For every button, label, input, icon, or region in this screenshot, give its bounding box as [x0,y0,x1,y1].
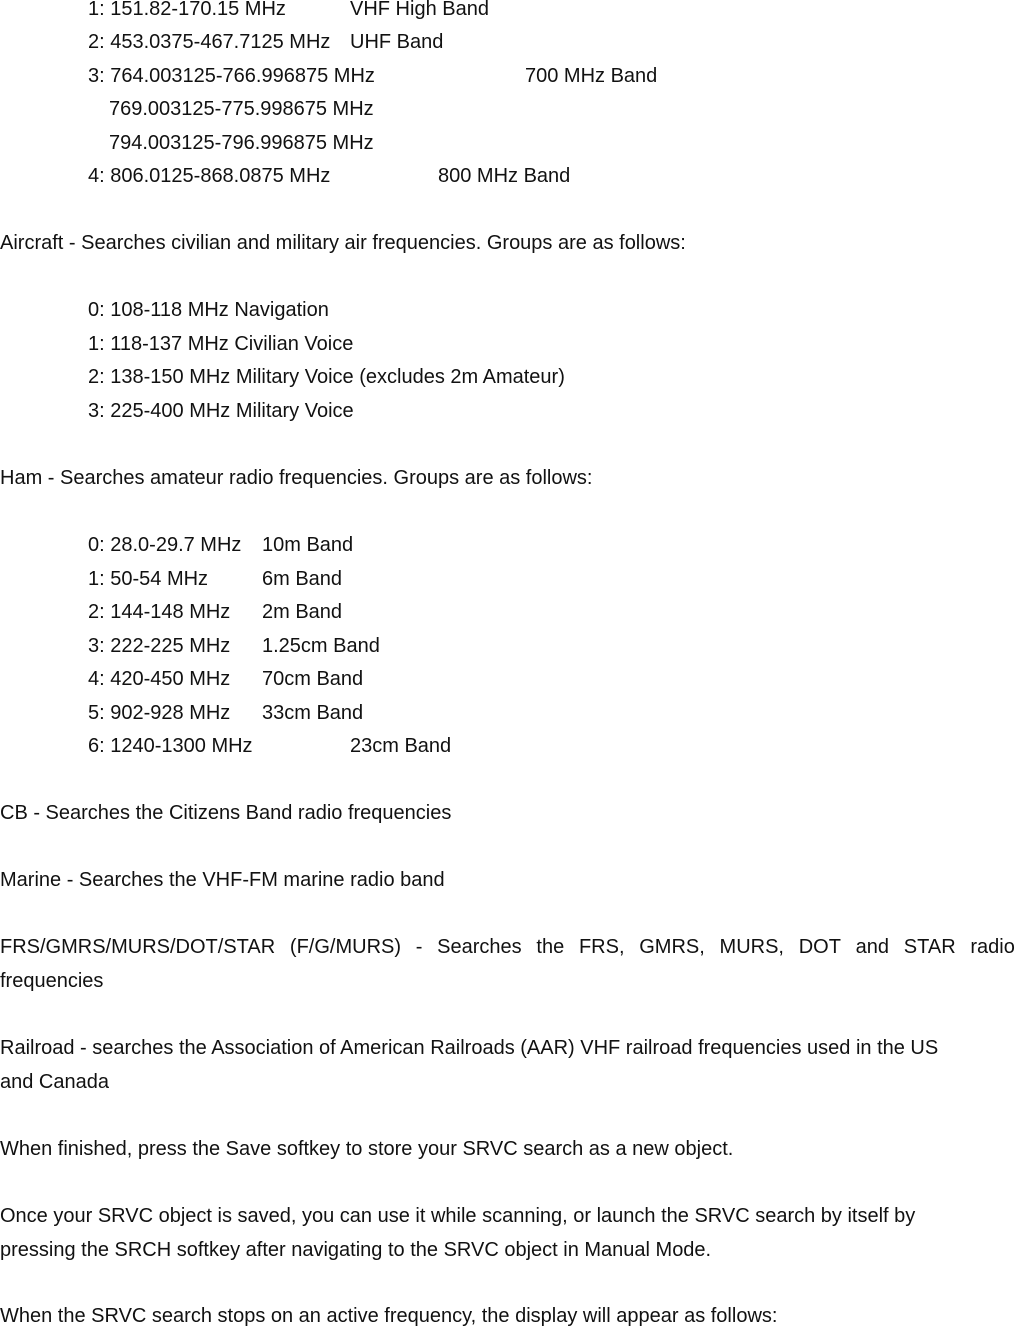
ham-group-4-band: 70cm Band [262,668,364,690]
railroad-description-line-2: and Canada [0,1071,109,1093]
ham-group-5-band: 33cm Band [262,702,364,724]
marine-description: Marine - Searches the VHF-FM marine radio band [0,869,445,891]
ps-group-4-band: 800 MHz Band [438,165,571,187]
ham-group-6-range: 6: 1240-1300 MHz [88,735,253,757]
ham-group-3-range: 3: 222-225 MHz [88,635,231,657]
ham-group-6-band: 23cm Band [350,735,452,757]
ham-group-3-band: 1.25cm Band [262,635,380,657]
frs-word: (F/G/MURS) [289,936,402,958]
ps-group-3-range-b: 769.003125-775.998675 MHz [109,98,374,120]
frs-description-line-2: frequencies [0,970,104,992]
aircraft-group-3: 3: 225-400 MHz Military Voice [88,400,354,422]
frs-word: MURS, [719,936,784,958]
frs-word: the [536,936,565,958]
finished-paragraph: When finished, press the Save softkey to store your SRVC search as a new object. [0,1138,734,1160]
frs-word: STAR [903,936,956,958]
ham-group-5-range: 5: 902-928 MHz [88,702,231,724]
frs-word: FRS, [578,936,625,958]
ham-group-2-range: 2: 144-148 MHz [88,601,231,623]
ham-group-1-range: 1: 50-54 MHz [88,568,209,590]
ps-group-2-range: 2: 453.0375-467.7125 MHz [88,31,331,53]
frs-word: Searches [437,936,522,958]
ham-intro: Ham - Searches amateur radio frequencies. Groups are as follows: [0,467,593,489]
ham-group-1-band: 6m Band [262,568,343,590]
ps-group-4-range: 4: 806.0125-868.0875 MHz [88,165,331,187]
ps-group-1-range: 1: 151.82-170.15 MHz [88,0,286,20]
frs-word: GMRS, [639,936,705,958]
ps-group-2-band: UHF Band [350,31,444,53]
frs-word: radio [970,936,1015,958]
railroad-description-line-1: Railroad - searches the Association of American Railroads (AAR) VHF railroad frequencies used in the US [0,1037,939,1059]
cb-description: CB - Searches the Citizens Band radio frequencies [0,802,452,824]
ps-group-3-range-c: 794.003125-796.996875 MHz [109,132,374,154]
ham-group-4-range: 4: 420-450 MHz [88,668,231,690]
saved-paragraph-line-1: Once your SRVC object is saved, you can use it while scanning, or launch the SRVC search by itself by [0,1205,916,1227]
aircraft-group-1: 1: 118-137 MHz Civilian Voice [88,333,354,355]
ps-group-1-band: VHF High Band [350,0,489,20]
frs-word: and [855,936,890,958]
stops-paragraph: When the SRVC search stops on an active frequency, the display will appear as follows: [0,1305,778,1327]
aircraft-intro: Aircraft - Searches civilian and military air frequencies. Groups are as follows: [0,232,686,254]
ps-group-3-range: 3: 764.003125-766.996875 MHz [88,65,375,87]
ham-group-0-band: 10m Band [262,534,354,556]
frs-description-line-1 [0,935,1015,959]
frs-word: DOT [798,936,841,958]
ps-group-3-band: 700 MHz Band [525,65,658,87]
aircraft-group-0: 0: 108-118 MHz Navigation [88,299,329,321]
ham-group-0-range: 0: 28.0-29.7 MHz [88,534,242,556]
frs-word: FRS/GMRS/MURS/DOT/STAR [0,936,276,958]
frs-word: - [415,936,423,958]
saved-paragraph-line-2: pressing the SRCH softkey after navigating to the SRVC object in Manual Mode. [0,1239,712,1261]
ham-group-2-band: 2m Band [262,601,343,623]
aircraft-group-2: 2: 138-150 MHz Military Voice (excludes 2m Amateur) [88,366,565,388]
